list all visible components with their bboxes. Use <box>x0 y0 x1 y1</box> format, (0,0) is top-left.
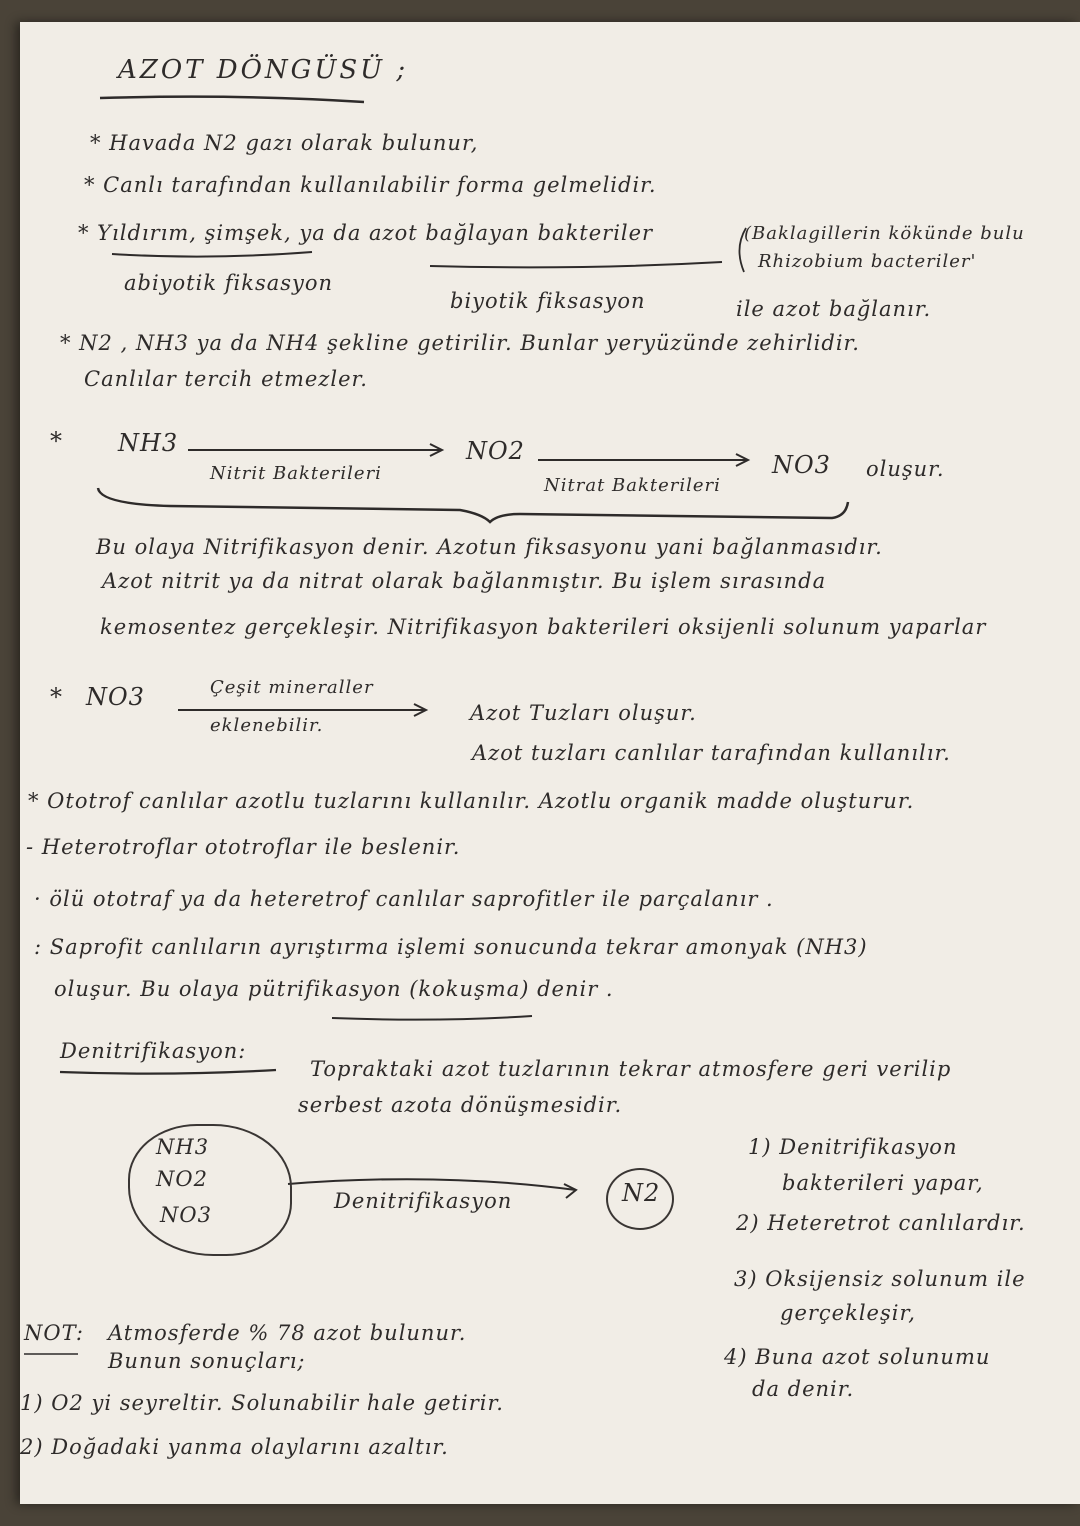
denitrification-fact: 1) Denitrifikasyon <box>748 1135 958 1159</box>
rhizobium-note: (Baklagillerin kökünde bulu <box>744 223 1025 244</box>
cycle-line: - Heterotroflar ototroflar ile beslenir. <box>26 835 461 859</box>
arrow-label-below: eklenebilir. <box>210 715 324 736</box>
cycle-line: : Saprofit canlıların ayrıştırma işlemi sonucunda tekrar amonyak (NH3) <box>34 935 868 959</box>
arrow-label-above: Çeşit mineraller <box>210 677 374 698</box>
denitrification-definition: Topraktaki azot tuzlarının tekrar atmosfere geri verilip <box>310 1057 952 1081</box>
nh3-formula: NH3 <box>118 429 179 457</box>
notebook-page <box>20 22 1080 1504</box>
denitrification-fact: 3) Oksijensiz solunum ile <box>734 1267 1026 1291</box>
bullet-line: * Yıldırım, şimşek, ya da azot bağlayan bakteriler <box>78 221 654 245</box>
denitrification-fact: bakterileri yapar, <box>782 1171 984 1195</box>
not-line: Bunun sonuçları; <box>108 1349 306 1373</box>
no3-formula: NO3 <box>86 683 145 711</box>
denitrification-fact: da denir. <box>752 1377 855 1401</box>
denitrification-fact: gerçekleşir, <box>780 1301 916 1325</box>
bullet-line: * N2 , NH3 ya da NH4 şekline getirilir. Bunlar yeryüzünde zehirlidir. <box>60 331 860 355</box>
cycle-line: * Ototrof canlılar azotlu tuzlarını kullanılır. Azotlu organik madde oluşturur. <box>28 789 915 813</box>
cloud-compound: NO3 <box>160 1203 212 1227</box>
nitrit-bacteria-label: Nitrit Bakterileri <box>210 463 382 484</box>
olusur-text: oluşur. <box>866 457 945 481</box>
denitrification-label: Denitrifikasyon: <box>60 1039 247 1063</box>
cycle-line: oluşur. Bu olaya pütrifikasyon (kokuşma) denir . <box>54 977 614 1001</box>
not-item: 1) O2 yi seyreltir. Solunabilir hale getirir. <box>20 1391 504 1415</box>
rhizobium-note: Rhizobium bacteriler' <box>758 251 977 272</box>
denitrification-fact: 4) Buna azot solunumu <box>724 1345 991 1369</box>
no2-formula: NO2 <box>466 437 525 465</box>
salts-result: Azot Tuzları oluşur. <box>470 701 697 725</box>
nitrification-line: kemosentez gerçekleşir. Nitrifikasyon bakterileri oksijenli solunum yaparlar <box>100 615 987 639</box>
not-item: 2) Doğadaki yanma olaylarını azaltır. <box>20 1435 449 1459</box>
n2-formula: N2 <box>622 1179 661 1207</box>
cloud-compound: NH3 <box>156 1135 210 1159</box>
bullet-star: * <box>50 683 63 711</box>
nitrification-line: Azot nitrit ya da nitrat olarak bağlanmıştır. Bu işlem sırasında <box>102 569 827 593</box>
biyotik-note: biyotik fiksasyon <box>450 289 646 313</box>
nitrat-bacteria-label: Nitrat Bakterileri <box>544 475 721 496</box>
bullet-line: * Havada N2 gazı olarak bulunur, <box>90 131 479 155</box>
cycle-line: · ölü ototraf ya da heteretrof canlılar saprofitler ile parçalanır . <box>34 887 774 911</box>
bullet-line: Canlılar tercih etmezler. <box>84 367 368 391</box>
bullet-star: * <box>50 427 63 455</box>
not-line: Atmosferde % 78 azot bulunur. <box>108 1321 467 1345</box>
page-title: AZOT DÖNGÜSÜ ; <box>118 55 409 85</box>
denitrification-definition: serbest azota dönüşmesidir. <box>298 1093 623 1117</box>
denitrification-fact: 2) Heteretrot canlılardır. <box>736 1211 1026 1235</box>
denitrification-arrow-label: Denitrifikasyon <box>334 1189 513 1213</box>
no3-formula: NO3 <box>772 451 831 479</box>
bullet-line: ile azot bağlanır. <box>736 297 932 321</box>
not-label: NOT: <box>24 1321 84 1345</box>
nitrification-line: Bu olaya Nitrifikasyon denir. Azotun fiksasyonu yani bağlanmasıdır. <box>96 535 883 559</box>
salts-result: Azot tuzları canlılar tarafından kullanılır. <box>472 741 951 765</box>
cloud-compound: NO2 <box>156 1167 208 1191</box>
abiyotik-note: abiyotik fiksasyon <box>124 271 334 295</box>
compounds-cloud <box>128 1124 292 1256</box>
bullet-line: * Canlı tarafından kullanılabilir forma gelmelidir. <box>84 173 657 197</box>
